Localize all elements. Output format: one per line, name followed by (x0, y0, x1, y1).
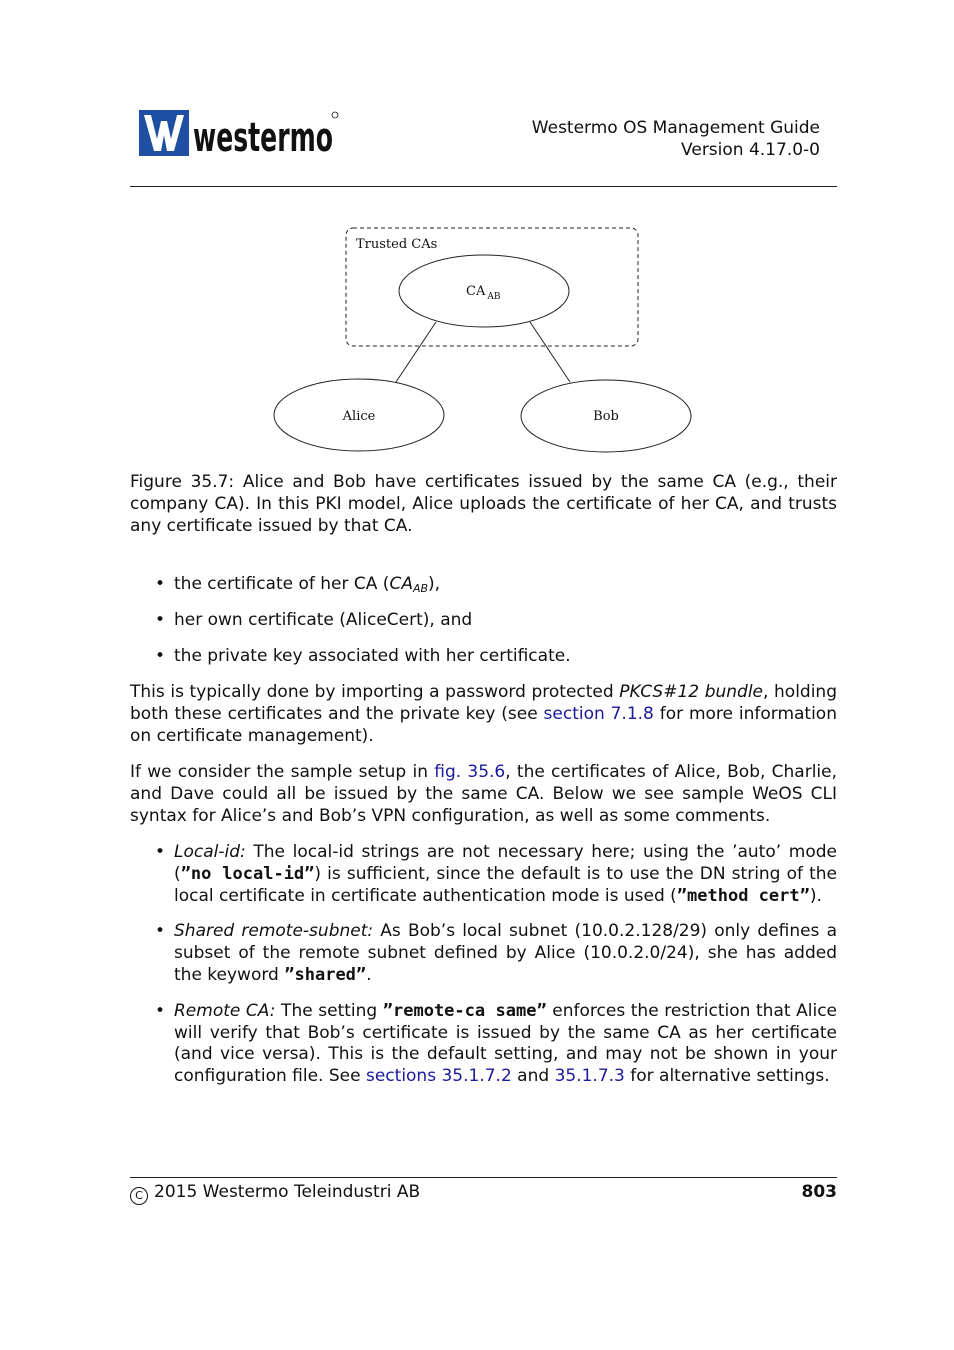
list-item: • her own certificate (AliceCert), and (130, 610, 837, 632)
footer-divider (130, 1177, 837, 1178)
section-link[interactable]: sections 35.1.7.2 (365, 1066, 512, 1087)
figure-link[interactable]: fig. 35.6 (434, 762, 506, 782)
page-number: 803 (801, 1182, 837, 1202)
svg-text:westermo: westermo (193, 115, 333, 161)
guide-version: Version 4.17.0-0 (681, 140, 820, 160)
figure-caption: Figure 35.7: Alice and Bob have certificates issued by the same CA (e.g., their company CA). In this PKI model, Alice uploads the certificate of her CA, and trusts any certificate issued by that CA. (130, 472, 837, 536)
edge-ca-alice (396, 322, 436, 382)
paragraph: This is typically done by importing a password protected PKCS#12 bundle, holding both these certificates and the private key (see section 7.1.8 for more information on certificate management). (130, 682, 838, 746)
list-item: • Remote CA: The setting ”remote-ca same” enforces the restriction that Alice will verify that Bob’s certificate is issued by the same CA as her certificate (and vice versa). This is the default setting, and may not be shown in your configuration file. See sections 35.1.7.2 and 35.1.7.3 for alternative settings. (130, 1001, 837, 1088)
paragraph: If we consider the sample setup in fig. 35.6, the certificates of Alice, Bob, Charlie, and Dave could all be issued by the same CA. Below we see sample WeOS CLI syntax for Alice’s and Bob’s VPN configuration, as well as some comments. (130, 762, 837, 826)
comments-list (130, 842, 837, 1102)
list-item: • the certificate of her CA $(CA_{AB})$, (130, 574, 837, 596)
list-item: • the private key associated with her certificate. (130, 646, 837, 668)
copyright-icon: C (130, 1187, 148, 1205)
header-info (532, 117, 820, 161)
trusted-cas-label: Trusted CAs (356, 237, 438, 252)
list-item: • Shared remote-subnet: As Bob’s local subnet (10.0.2.128/29) only defines a subset of the remote subnet defined by Alice (10.0.2.0/24), she has added the keyword ”shared”. (130, 921, 837, 986)
header-divider (130, 186, 837, 187)
guide-title: Westermo OS Management Guide (531, 118, 820, 138)
section-link[interactable]: section 7.1.8 (543, 703, 654, 724)
section-link[interactable]: 35.1.7.3 (554, 1066, 625, 1087)
bob-node-label: Bob (593, 409, 619, 424)
pki-diagram (268, 222, 698, 458)
copyright: C 2015 Westermo Teleindustri AB (130, 1181, 420, 1205)
list-item: • Local-id: The local-id strings are not necessary here; using the ’auto’ mode (”no local-id”) is sufficient, since the default is to use the DN string of the local certificate in certificate authentication mode is used (”method cert”). (130, 842, 837, 907)
westermo-logo (139, 109, 339, 161)
requirements-list (130, 574, 837, 681)
alice-node-label: Alice (342, 409, 376, 424)
edge-ca-bob (530, 322, 570, 382)
ca-node-label: CA $_{AB}$ (466, 284, 501, 302)
